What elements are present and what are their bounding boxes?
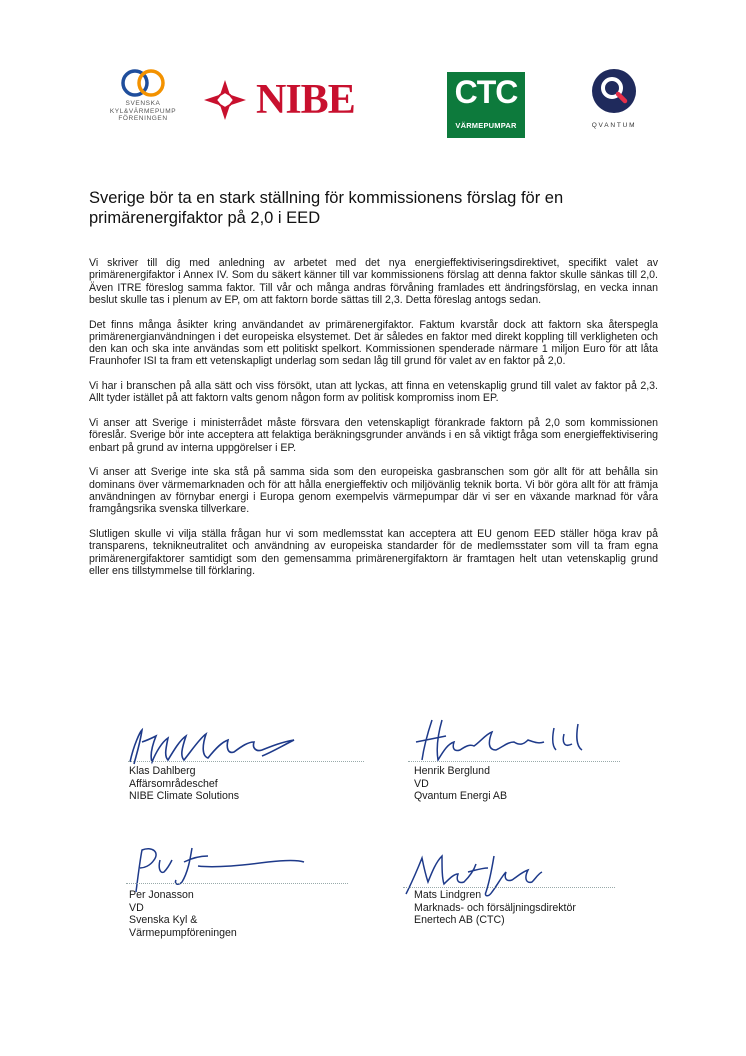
- skvp-line-3: FÖRENINGEN: [118, 115, 168, 122]
- paragraph-3: Vi har i branschen på alla sätt och viss försökt, utan att lyckas, att finna en vetenskaplig grund till valet av faktor på 2,3. Allt tyder istället på att faktorn valts genom någon form av politisk kompromiss inom EP.: [89, 380, 658, 405]
- signatory-name: Per Jonasson: [129, 889, 194, 901]
- signature-henrik-berglund: [404, 712, 604, 768]
- signature-line-3: [126, 883, 348, 884]
- skvp-line-1: SVENSKA: [125, 100, 161, 107]
- paragraph-4: Vi anser att Sverige i ministerrådet måste försvara den vetenskapligt förankrade faktorn på 2,0 som kommissionen föreslår. Sverige bör inte acceptera att felaktiga beräkningsgrunder används i en så viktigt fråga som energieffektivisering enbart på grund av interna uppgörelser i EP.: [89, 417, 658, 454]
- signatory-name: Klas Dahlberg: [129, 765, 196, 777]
- signatory-org-line-2: Värmepumpföreningen: [129, 926, 237, 939]
- qvantum-q-icon: [591, 68, 637, 114]
- nibe-wordmark: NIBE: [256, 77, 355, 123]
- letter-title: Sverige bör ta en stark ställning för kommissionens förslag för en primärenergifaktor på 2,0 i EED: [89, 189, 564, 227]
- ctc-logo: [447, 72, 525, 138]
- signatory-mats: [414, 889, 576, 927]
- letter-body: [89, 257, 658, 590]
- paragraph-1: Vi skriver till dig med anledning av arbetet med det nya energieffektiviseringsdirektivet, specifikt valet av primärenergifaktor i Annex IV. Som du säkert känner till var kommissionens förslag att denna faktor skulle sänkas till 2,0. Även ITRE föreslog samma faktor. Till vår och många andras förvåning framlades ett ändringsförslag, en vecka innan beslut skulle tas i plenum av EP, om att faktorn borde sättas till 2,3. Detta föreslag antogs sedan.: [89, 257, 658, 306]
- signatory-org: NIBE Climate Solutions: [129, 790, 240, 802]
- skvp-rings-icon: [117, 68, 169, 98]
- ctc-subtitle: VÄRMEPUMPAR: [455, 121, 517, 130]
- signatory-org: Svenska Kyl &: [129, 914, 198, 926]
- paragraph-6: Slutligen skulle vi vilja ställa frågan hur vi som medlemsstat kan acceptera att EU genom EED ställer höga krav på transparens, teknikneutralitet och användning av europeiska standarder för de medlemsstater som vill ta fram egna primärenergifaktorer samtidigt som den gemensamma primärenergifaktorn är framtagen helt utan vetenskaplig grund eller ens tillstymmelse till förklaring.: [89, 528, 658, 577]
- signatory-klas: [129, 765, 239, 803]
- signatory-org: Qvantum Energi AB: [414, 790, 508, 802]
- signatory-name: Henrik Berglund: [414, 765, 490, 777]
- signature-line-4: [403, 887, 615, 888]
- signatory-henrik: [414, 765, 507, 803]
- ctc-wordmark: CTC: [454, 74, 518, 110]
- paragraph-2: Det finns många åsikter kring användandet av primärenergifaktor. Faktum kvarstår dock att faktorn ska återspegla primärenergianvändningen i det europeiska elsystemet. Det är således en faktor med direkt koppling till verkligheten och den kan och ska inte användas som ett politiskt spelkort. Kommissionen spenderade närmare 1 miljon Euro för att låta Fraunhofer ISI ta fram ett vetenskapligt underlag som sedan låg till grund för valet av en faktor på 2,0.: [89, 318, 658, 368]
- signature-line-2: [408, 761, 620, 762]
- signatory-role: Marknads- och försäljningsdirektör: [414, 901, 576, 914]
- signatory-role: VD: [129, 901, 144, 914]
- skvp-line-2: KYL&VÄRMEPUMP: [109, 107, 177, 115]
- signatory-name: Mats Lindgren: [414, 889, 482, 901]
- nibe-logo: [202, 78, 390, 122]
- signatory-role: VD: [414, 777, 429, 790]
- qvantum-wordmark: QVANTUM: [591, 122, 637, 129]
- logo-row: [0, 60, 746, 150]
- nibe-star-icon: [202, 78, 248, 122]
- skvp-logo-text: [98, 100, 188, 123]
- signatory-per: [129, 889, 237, 939]
- paragraph-5: Vi anser att Sverige inte ska stå på samma sida som den europeiska gasbranschen som gör allt för att behålla sin dominans över värmemarknaden och för att hålla energieffektiv och miljövänlig teknik borta. Vi bör göra allt för att främja användningen av förnybar energi i Europa genom exempelvis värmepumpar där vi ser en växande marknad för våra framgångsrika svenska tillverkare.: [89, 466, 658, 516]
- skvp-logo: [98, 68, 188, 123]
- signatory-org: Enertech AB (CTC): [414, 914, 505, 926]
- signatory-role: Affärsområdeschef: [129, 777, 218, 790]
- signature-line-1: [128, 761, 364, 762]
- qvantum-logo: [583, 68, 645, 129]
